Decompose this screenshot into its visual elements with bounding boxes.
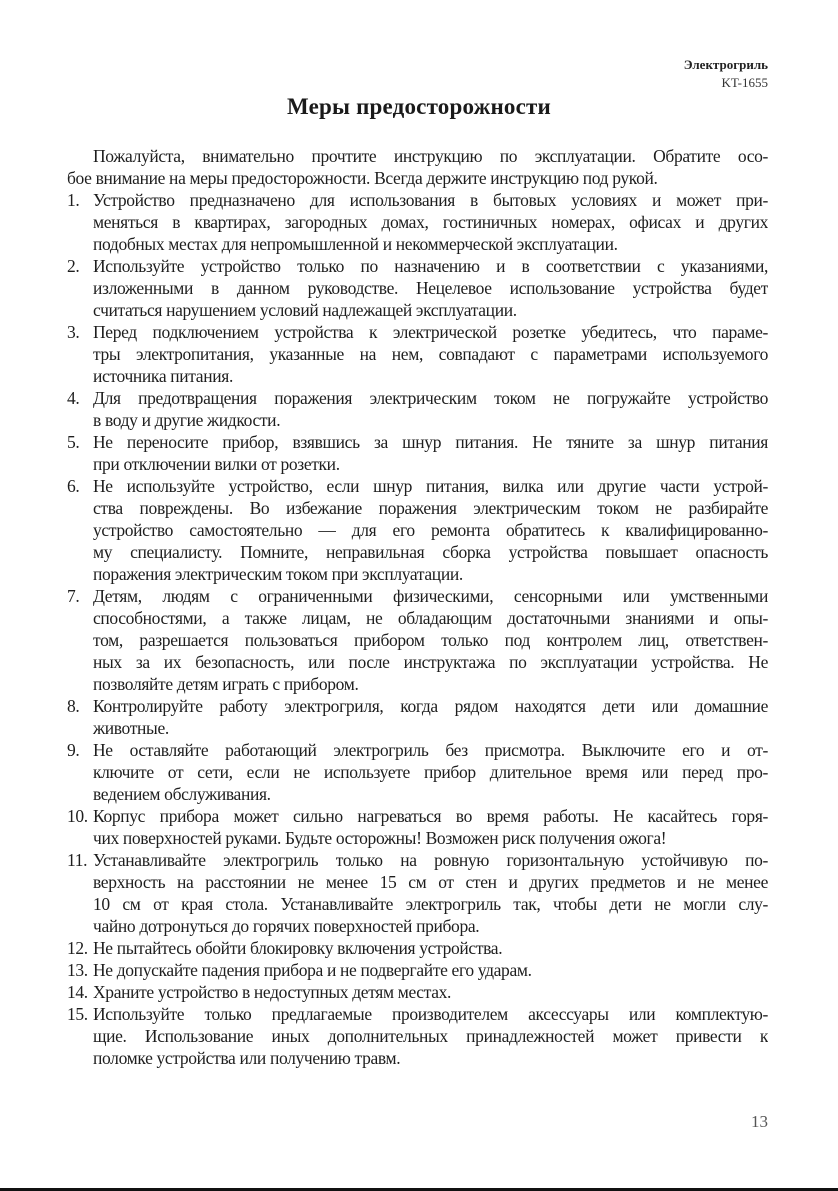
list-item-line: Перед подключением устройства к электрической розетке убедитесь, что параме- (93, 322, 768, 342)
list-item-line: позволяйте детям играть с прибором. (93, 674, 359, 694)
list-item-line: Не допускайте падения прибора и не подвергайте его ударам. (93, 960, 532, 980)
page-number: 13 (751, 1112, 768, 1131)
list-item-line: Не оставляйте работающий электрогриль без присмотра. Выключите его и от- (93, 740, 768, 760)
product-name: Электрогриль (683, 57, 768, 72)
list-item (67, 387, 768, 431)
precautions-list (67, 189, 768, 1069)
list-item (67, 937, 768, 959)
list-item-number: 7. (67, 586, 80, 606)
intro-line: Пожалуйста, внимательно прочтите инструкцию по эксплуатации. Обратите осо- (93, 146, 768, 166)
list-item-line: ства повреждены. Во избежание поражения электрическим током не разбирайте (93, 498, 768, 518)
list-item-number: 13. (67, 960, 88, 980)
list-item-line: Не используйте устройство, если шнур питания, вилка или другие части устрой- (93, 476, 768, 496)
list-item (67, 321, 768, 387)
list-item (67, 739, 768, 805)
list-item-line: способностями, а также лицам, не обладающим достаточными знаниями и опы- (93, 608, 768, 628)
list-item-line: ведением обслуживания. (93, 784, 271, 804)
list-item-line: му специалисту. Помните, неправильная сборка устройства повышает опасность (93, 542, 768, 562)
list-item-number: 8. (67, 696, 80, 716)
list-item-number: 3. (67, 322, 80, 342)
page-title: Меры предосторожности (286, 94, 551, 119)
list-item-number: 14. (67, 982, 88, 1002)
list-item-number: 11. (67, 850, 88, 870)
list-item (67, 255, 768, 321)
list-item-line: чих поверхностей руками. Будьте осторожны! Возможен риск получения ожога! (93, 828, 667, 848)
list-item (67, 475, 768, 585)
list-item-line: Для предотвращения поражения электрическим током не погружайте устройство (93, 388, 768, 408)
list-item-number: 6. (67, 476, 80, 496)
list-item-line: Используйте только предлагаемые производителем аксессуары или комплектую- (93, 1004, 768, 1024)
list-item-number: 10. (67, 806, 88, 826)
safety-content (67, 145, 768, 1069)
list-item-line: при отключении вилки от розетки. (93, 454, 340, 474)
list-item-line: в воду и другие жидкости. (93, 410, 281, 430)
list-item (67, 1003, 768, 1069)
list-item-line: ных за их безопасность, или после инструктажа по эксплуатации устройства. Не (93, 652, 768, 672)
list-item (67, 585, 768, 695)
list-item (67, 695, 768, 739)
list-item-number: 9. (67, 740, 80, 760)
list-item-line: Устройство предназначено для использования в бытовых условиях и может при- (93, 190, 768, 210)
list-item-line: 10 см от края стола. Устанавливайте электрогриль так, чтобы дети не могли слу- (93, 894, 768, 914)
list-item-line: Не переносите прибор, взявшись за шнур питания. Не тяните за шнур питания (93, 432, 768, 452)
list-item-line: Не пытайтесь обойти блокировку включения устройства. (93, 938, 503, 958)
list-item-line: Корпус прибора может сильно нагреваться во время работы. Не касайтесь горя- (93, 806, 768, 826)
list-item-line: Используйте устройство только по назначению и в соответствии с указаниями, (93, 256, 768, 276)
list-item-line: том, разрешается пользоваться прибором только под контролем лиц, ответствен- (93, 630, 768, 650)
list-item (67, 981, 768, 1003)
list-item-number: 12. (67, 938, 88, 958)
list-item-line: поражения электрическим током при эксплуатации. (93, 564, 463, 584)
list-item-line: животные. (93, 718, 169, 738)
list-item (67, 189, 768, 255)
list-item-line: Устанавливайте электрогриль только на ровную горизонтальную устойчивую по- (93, 850, 768, 870)
list-item (67, 959, 768, 981)
list-item-number: 5. (67, 432, 80, 452)
list-item-line: ключите от сети, если не используете прибор длительное время или перед про- (93, 762, 768, 782)
list-item-number: 1. (67, 190, 80, 210)
list-item-line: устройство самостоятельно — для его ремонта обратитесь к квалифицированно- (93, 520, 768, 540)
list-item-line: поломке устройства или получению травм. (93, 1048, 401, 1068)
list-item-line: источника питания. (93, 366, 233, 386)
intro-paragraph (67, 145, 768, 189)
list-item-line: меняться в квартирах, загородных домах, гостиничных номерах, офисах и других (93, 212, 768, 232)
intro-line: бое внимание на меры предосторожности. Всегда держите инструкцию под рукой. (67, 168, 658, 188)
list-item-line: подобных местах для непромышленной и некоммерческой эксплуатации. (93, 234, 618, 254)
list-item-number: 2. (67, 256, 80, 276)
list-item-line: тры электропитания, указанные на нем, совпадают с параметрами используемого (93, 344, 768, 364)
model-number: KT-1655 (721, 75, 768, 90)
list-item (67, 431, 768, 475)
list-item-line: Храните устройство в недоступных детям местах. (93, 982, 452, 1002)
list-item-line: считаться нарушением условий надлежащей эксплуатации. (93, 300, 517, 320)
list-item (67, 849, 768, 937)
list-item-line: верхность на расстоянии не менее 15 см от стен и других предметов и не менее (93, 872, 768, 892)
list-item-line: изложенными в данном руководстве. Нецелевое использование устройства будет (93, 278, 768, 298)
list-item-line: щие. Использование иных дополнительных принадлежностей может привести к (93, 1026, 768, 1046)
list-item-line: чайно дотронуться до горячих поверхностей прибора. (93, 916, 480, 936)
list-item-number: 4. (67, 388, 80, 408)
list-item-line: Детям, людям с ограниченными физическими, сенсорными или умственными (93, 586, 768, 606)
running-header (684, 56, 768, 92)
list-item (67, 805, 768, 849)
list-item-line: Контролируйте работу электрогриля, когда рядом находятся дети или домашние (93, 696, 768, 716)
list-item-number: 15. (67, 1004, 88, 1024)
